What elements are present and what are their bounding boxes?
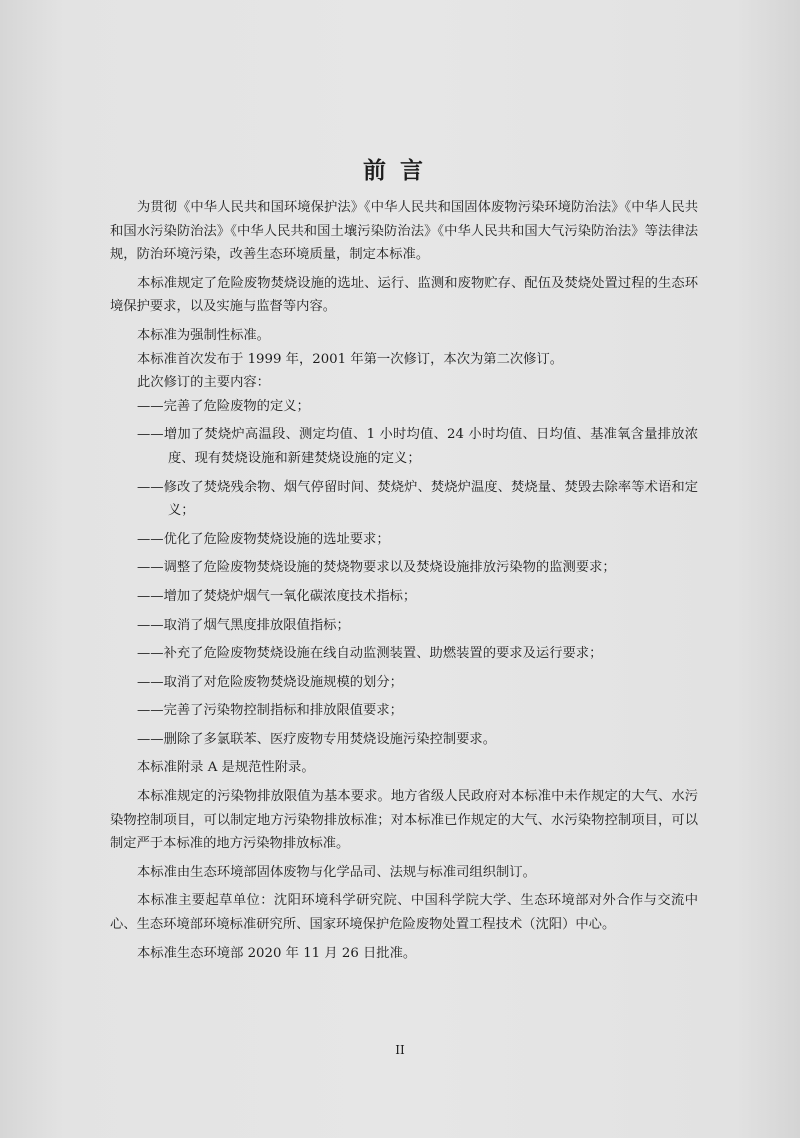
revision-item: ——补充了危险废物焚烧设施在线自动监测装置、助燃装置的要求及运行要求； bbox=[137, 646, 603, 662]
revision-heading: 此次修订的主要内容： bbox=[137, 375, 270, 391]
page-title: 前言 bbox=[363, 158, 437, 184]
revision-item: ——完善了污染物控制指标和排放限值要求； bbox=[137, 703, 403, 719]
revision-item: ——取消了烟气黑度排放限值指标； bbox=[137, 617, 350, 633]
revision-item: ——优化了危险废物焚烧设施的选址要求； bbox=[137, 531, 390, 547]
revision-item: ——修改了焚烧残余物、烟气停留时间、焚烧炉、焚烧炉温度、焚烧量、焚毁去除率等术语和定义； bbox=[137, 479, 698, 519]
organized-paragraph: 本标准由生态环境部固体废物与化学品司、法规与标准司组织制订。 bbox=[137, 864, 536, 880]
intro-paragraph: 为贯彻《中华人民共和国环境保护法》《中华人民共和国固体废物污染环境防治法》《中华人民共和国水污染防治法》《中华人民共和国土壤污染防治法》《中华人民共和国大气污染防治法》等法律法规，防治环境污染，改善生态环境质量，制定本标准。 bbox=[110, 200, 698, 263]
revision-item: ——增加了焚烧炉高温段、测定均值、1 小时均值、24 小时均值、日均值、基准氧含量排放浓度、现有焚烧设施和新建焚烧设施的定义； bbox=[137, 427, 698, 466]
approval-paragraph: 本标准生态环境部 2020 年 11 月 26 日批准。 bbox=[137, 945, 417, 961]
revision-item: ——完善了危险废物的定义； bbox=[137, 398, 310, 414]
revision-item: ——取消了对危险废物焚烧设施规模的划分； bbox=[137, 674, 403, 690]
revision-item: ——调整了危险废物焚烧设施的焚烧物要求以及焚烧设施排放污染物的监测要求； bbox=[137, 560, 616, 576]
appendix-paragraph: 本标准附录 A 是规范性附录。 bbox=[137, 760, 315, 776]
revision-item: ——增加了焚烧炉烟气一氧化碳浓度技术指标； bbox=[137, 588, 417, 604]
revision-item: ——删除了多氯联苯、医疗废物专用焚烧设施污染控制要求。 bbox=[137, 731, 497, 747]
history-paragraph: 本标准首次发布于 1999 年，2001 年第一次修订，本次为第二次修订。 bbox=[137, 351, 564, 367]
basic-requirements-paragraph: 本标准规定的污染物排放限值为基本要求。地方省级人民政府对本标准中未作规定的大气、水污染物控制项目，可以制定地方污染物排放标准；对本标准已作规定的大气、水污染物控制项目，可以制定严于本标准的地方污染物排放标准。 bbox=[110, 789, 698, 852]
preface-body bbox=[110, 196, 698, 965]
page-number: II bbox=[395, 1043, 405, 1057]
drafters-paragraph: 本标准主要起草单位：沈阳环境科学研究院、中国科学院大学、生态环境部对外合作与交流中心、生态环境部环境标准研究所、国家环境保护危险废物处置工程技术（沈阳）中心。 bbox=[110, 893, 698, 933]
scope-paragraph: 本标准规定了危险废物焚烧设施的选址、运行、监测和废物贮存、配伍及焚烧处置过程的生态环境保护要求，以及实施与监督等内容。 bbox=[110, 275, 698, 315]
mandatory-paragraph: 本标准为强制性标准。 bbox=[137, 327, 270, 343]
